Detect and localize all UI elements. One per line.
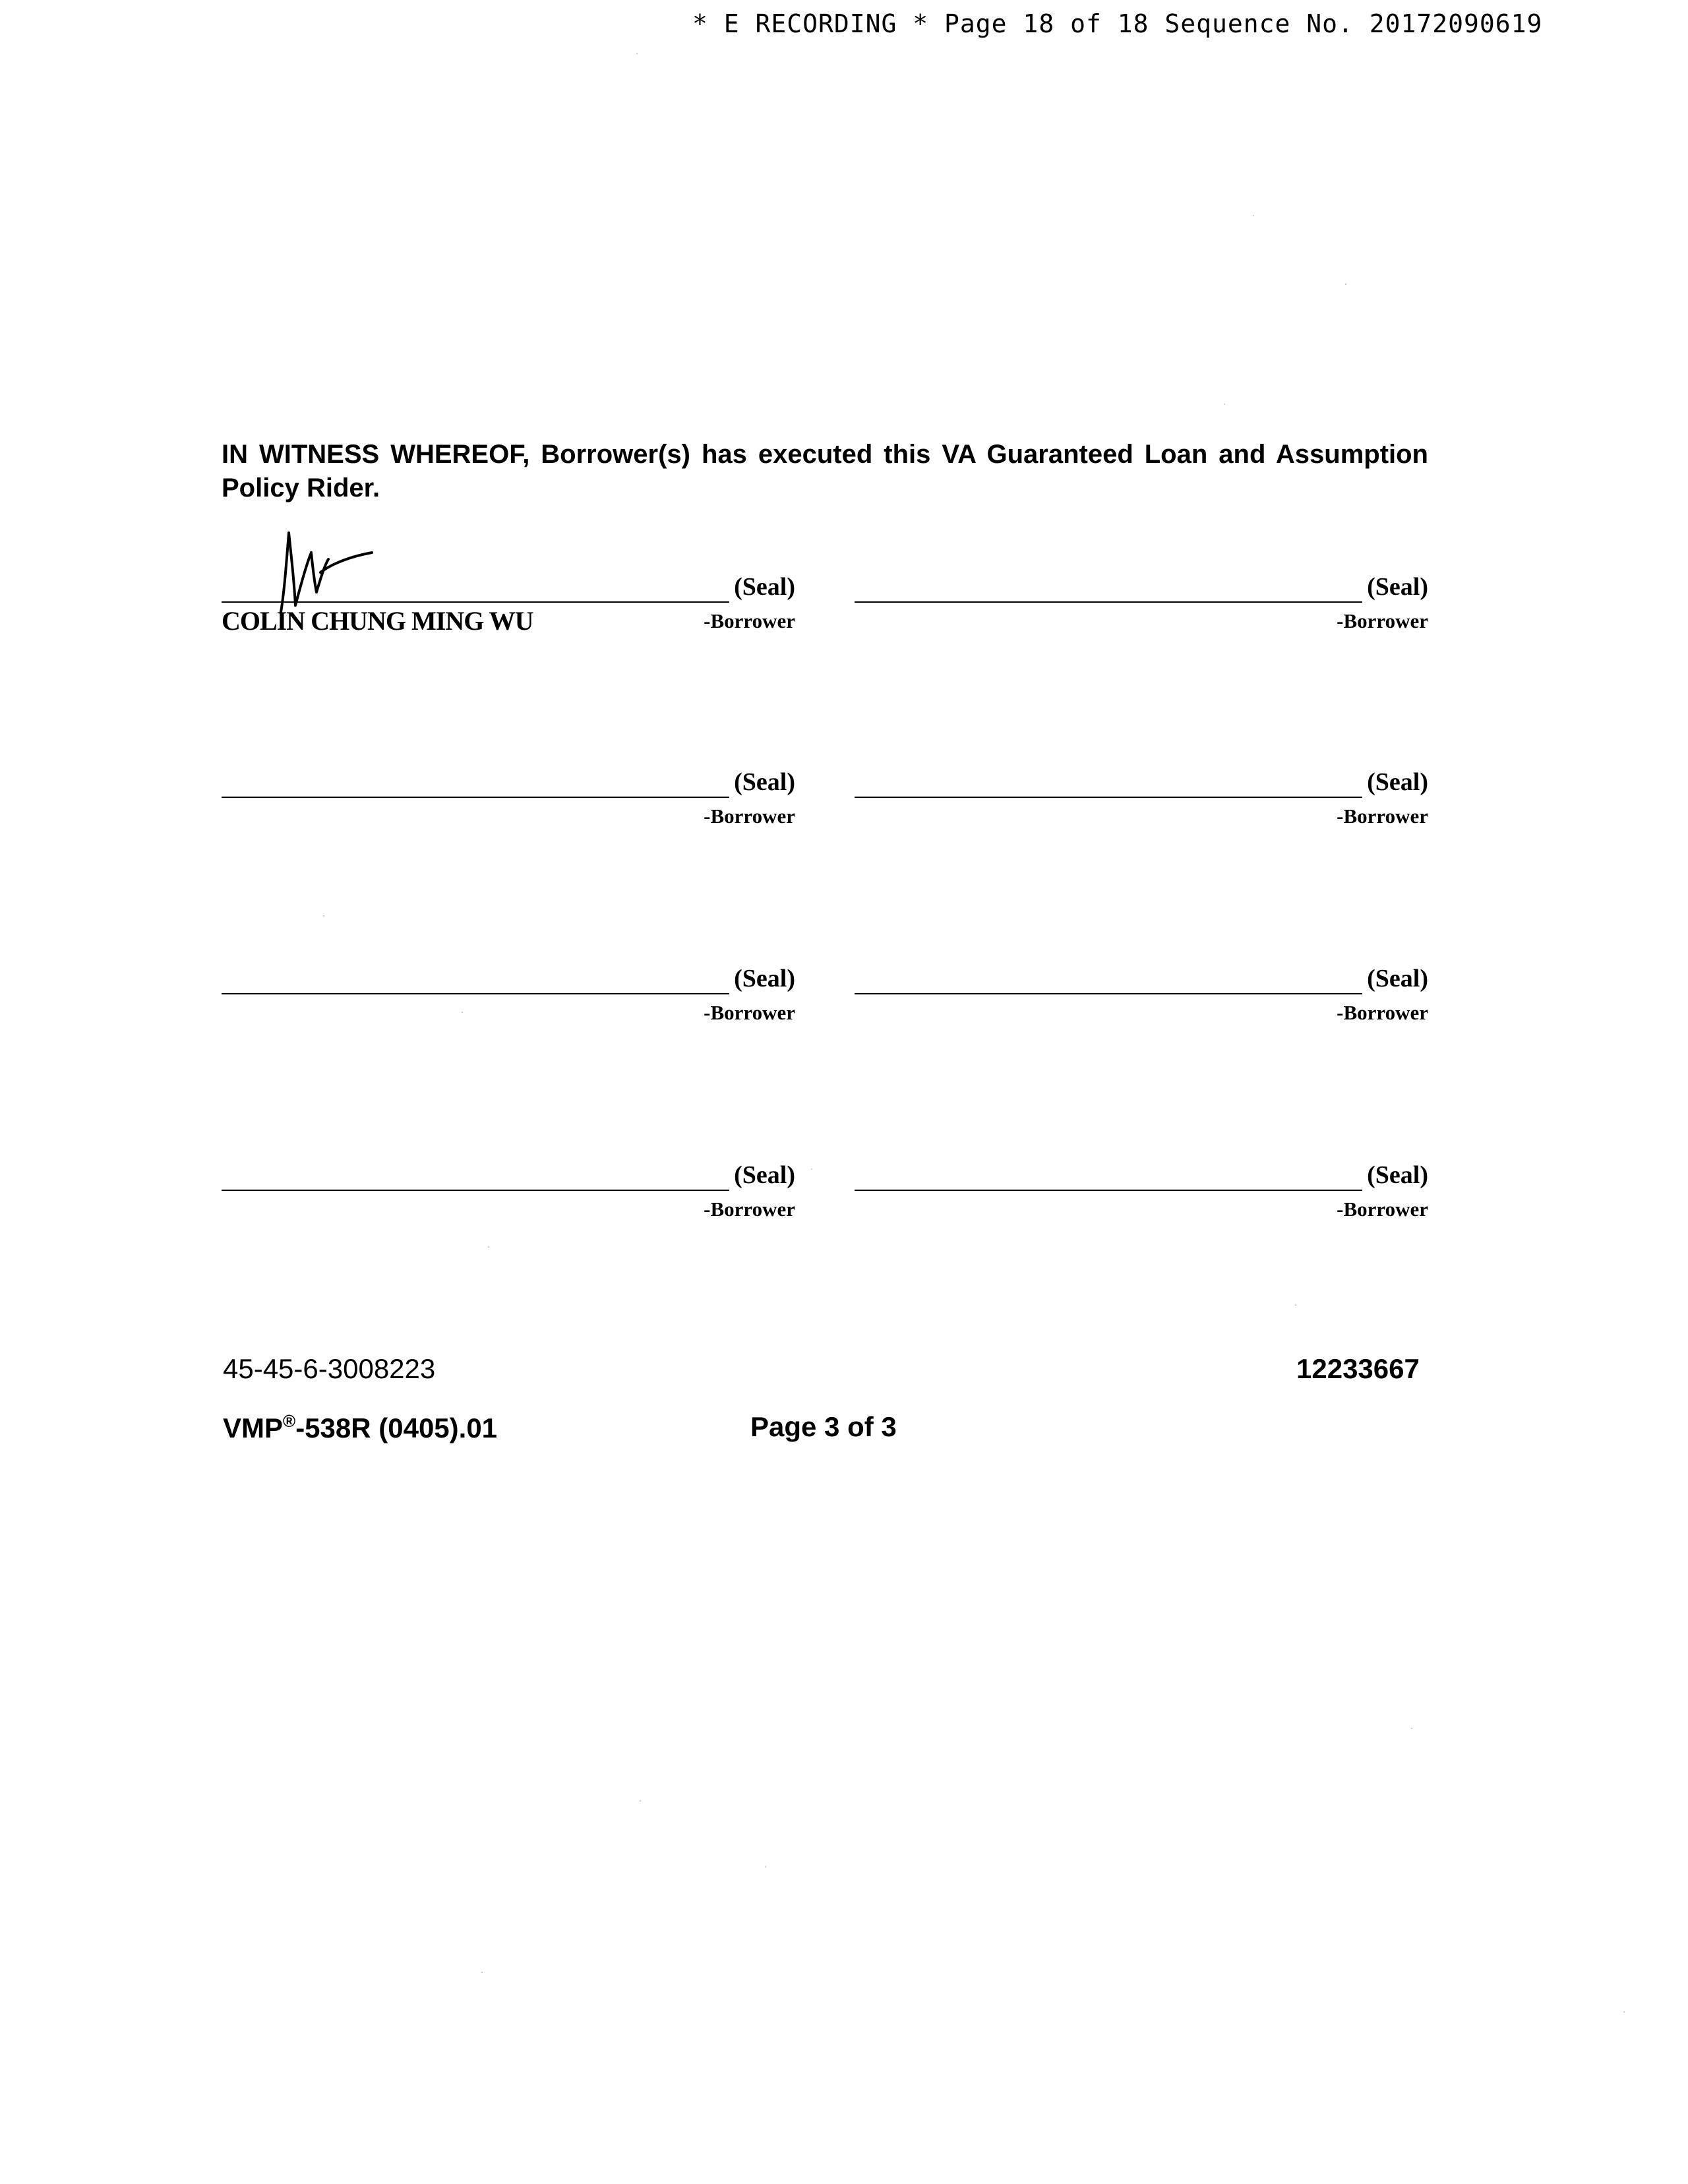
form-number bbox=[223, 1411, 497, 1444]
borrower-label: -Borrower bbox=[1337, 1198, 1428, 1221]
signature-line bbox=[855, 601, 1362, 603]
scan-speck bbox=[1253, 215, 1254, 216]
signature-line bbox=[855, 1190, 1362, 1191]
scan-speck bbox=[462, 1012, 463, 1013]
scan-speck bbox=[1224, 404, 1225, 405]
signature-line bbox=[222, 1190, 729, 1191]
seal-label: (Seal) bbox=[734, 768, 795, 796]
document-number: 12233667 bbox=[1296, 1353, 1420, 1384]
scan-speck bbox=[1345, 284, 1346, 285]
borrower-label: -Borrower bbox=[1337, 609, 1428, 632]
seal-label: (Seal) bbox=[734, 573, 795, 601]
seal-label: (Seal) bbox=[734, 965, 795, 992]
seal-label: (Seal) bbox=[1367, 1161, 1428, 1189]
signature-line bbox=[222, 601, 729, 603]
form-suffix: -538R (0405).01 bbox=[295, 1412, 498, 1443]
borrower-label: -Borrower bbox=[704, 804, 795, 828]
scan-speck bbox=[636, 53, 638, 54]
scan-speck bbox=[811, 1168, 812, 1170]
seal-label: (Seal) bbox=[1367, 573, 1428, 601]
signature-block-2 bbox=[855, 572, 1428, 645]
signature-block-7 bbox=[222, 1161, 795, 1233]
scan-speck bbox=[1411, 1728, 1412, 1729]
borrower-signature-mark bbox=[255, 526, 373, 619]
scan-speck bbox=[488, 1246, 489, 1248]
scan-speck bbox=[323, 915, 324, 917]
signature-line bbox=[855, 993, 1362, 994]
signature-line bbox=[222, 797, 729, 798]
signature-block-1 bbox=[222, 572, 795, 645]
loan-id: 45-45-6-3008223 bbox=[223, 1353, 436, 1384]
signature-line bbox=[855, 797, 1362, 798]
signature-block-4 bbox=[855, 768, 1428, 840]
signature-line bbox=[222, 993, 729, 994]
borrower-label: -Borrower bbox=[704, 609, 795, 632]
borrower-label: -Borrower bbox=[704, 1198, 795, 1221]
recording-stamp: * E RECORDING * Page 18 of 18 Sequence No. 20172090619 bbox=[692, 9, 1543, 38]
page-number: Page 3 of 3 bbox=[750, 1411, 897, 1442]
registered-mark: ® bbox=[283, 1411, 296, 1431]
scan-speck bbox=[640, 1800, 641, 1802]
scan-speck bbox=[765, 1866, 766, 1867]
scan-speck bbox=[1623, 2011, 1625, 2013]
witness-clause: IN WITNESS WHEREOF, Borrower(s) has executed this VA Guaranteed Loan and Assumption Policy Rider. bbox=[222, 440, 1428, 502]
borrower-label: -Borrower bbox=[1337, 1001, 1428, 1024]
seal-label: (Seal) bbox=[1367, 768, 1428, 796]
signature-block-6 bbox=[855, 964, 1428, 1037]
scan-speck bbox=[481, 1972, 483, 1973]
signature-block-8 bbox=[855, 1161, 1428, 1233]
scan-speck bbox=[1295, 1304, 1296, 1306]
borrower-label: -Borrower bbox=[704, 1001, 795, 1024]
borrower-label: -Borrower bbox=[1337, 804, 1428, 828]
seal-label: (Seal) bbox=[734, 1161, 795, 1189]
form-prefix: VMP bbox=[223, 1412, 284, 1443]
seal-label: (Seal) bbox=[1367, 965, 1428, 992]
signer-name: COLIN CHUNG MING WU bbox=[222, 606, 533, 636]
signature-block-3 bbox=[222, 768, 795, 840]
signature-block-5 bbox=[222, 964, 795, 1037]
